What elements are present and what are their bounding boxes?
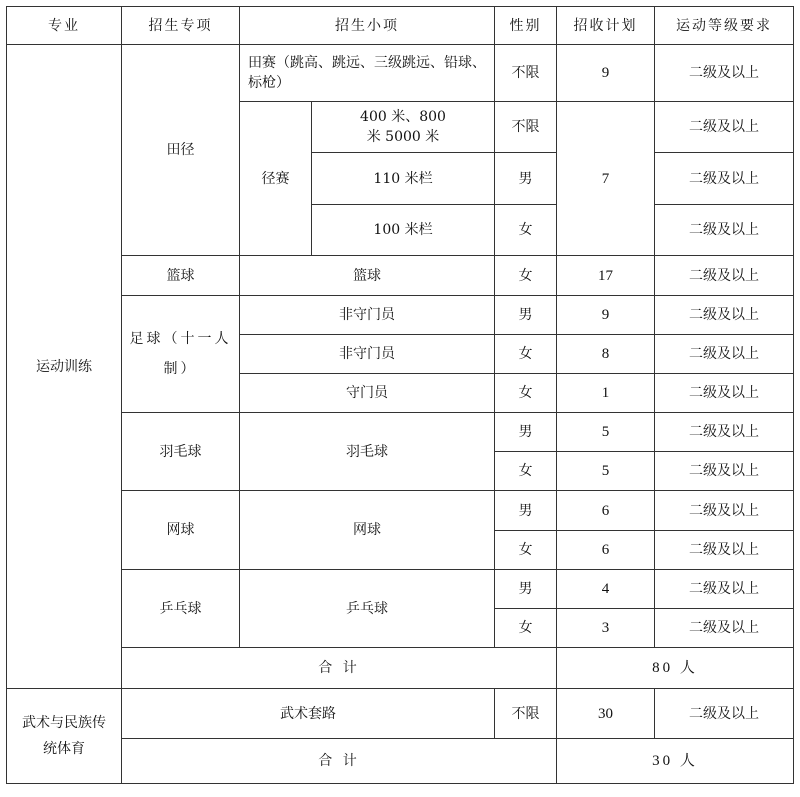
plan-cell: 30 xyxy=(557,689,655,739)
plan-cell: 5 xyxy=(557,413,655,452)
total-label: 合 计 xyxy=(122,648,557,689)
level-cell: 二级及以上 xyxy=(655,413,794,452)
gender-cell: 不限 xyxy=(495,45,557,102)
table-row xyxy=(7,45,794,102)
gender-cell: 不限 xyxy=(495,102,557,153)
plan-cell: 6 xyxy=(557,531,655,570)
level-cell: 二级及以上 xyxy=(655,609,794,648)
item-football: 非守门员 xyxy=(240,296,495,335)
level-cell: 二级及以上 xyxy=(655,452,794,491)
level-cell: 二级及以上 xyxy=(655,102,794,153)
table-row xyxy=(7,491,794,531)
level-cell: 二级及以上 xyxy=(655,491,794,531)
item-badminton: 羽毛球 xyxy=(240,413,495,491)
item-track: 径赛 xyxy=(240,102,312,256)
item-hurdles-110: 110 米栏 xyxy=(312,153,495,205)
plan-cell: 8 xyxy=(557,335,655,374)
plan-cell: 3 xyxy=(557,609,655,648)
gender-cell: 男 xyxy=(495,491,557,531)
major-training: 运动训练 xyxy=(7,45,122,689)
item-wushu: 武术套路 xyxy=(122,689,495,739)
item-hurdles-100: 100 米栏 xyxy=(312,205,495,256)
header-plan: 招收计划 xyxy=(557,7,655,45)
total-value: 80 人 xyxy=(557,648,794,689)
level-cell: 二级及以上 xyxy=(655,374,794,413)
plan-cell: 5 xyxy=(557,452,655,491)
gender-cell: 女 xyxy=(495,335,557,374)
level-cell: 二级及以上 xyxy=(655,205,794,256)
level-cell: 二级及以上 xyxy=(655,45,794,102)
plan-cell: 9 xyxy=(557,296,655,335)
item-track-distance: 400 米、800 米 5000 米 xyxy=(312,102,495,153)
level-cell: 二级及以上 xyxy=(655,153,794,205)
gender-cell: 男 xyxy=(495,413,557,452)
header-row xyxy=(7,7,794,45)
gender-cell: 女 xyxy=(495,531,557,570)
item-field-events: 田赛（跳高、跳远、三级跳远、铅球、标枪） xyxy=(240,45,495,102)
gender-cell: 男 xyxy=(495,296,557,335)
gender-cell: 女 xyxy=(495,205,557,256)
plan-cell: 1 xyxy=(557,374,655,413)
table-row xyxy=(7,570,794,609)
plan-cell: 7 xyxy=(557,102,655,256)
level-cell: 二级及以上 xyxy=(655,689,794,739)
page xyxy=(6,6,794,784)
major-wushu: 武术与民族传统体育 xyxy=(7,689,122,784)
plan-cell: 4 xyxy=(557,570,655,609)
level-cell: 二级及以上 xyxy=(655,256,794,296)
special-basketball: 篮球 xyxy=(122,256,240,296)
plan-cell: 9 xyxy=(557,45,655,102)
gender-cell: 女 xyxy=(495,452,557,491)
total-row xyxy=(7,739,794,784)
header-gender: 性别 xyxy=(495,7,557,45)
gender-cell: 不限 xyxy=(495,689,557,739)
plan-cell: 6 xyxy=(557,491,655,531)
item-tennis: 网球 xyxy=(240,491,495,570)
special-tianjing: 田径 xyxy=(122,45,240,256)
gender-cell: 女 xyxy=(495,374,557,413)
level-cell: 二级及以上 xyxy=(655,570,794,609)
header-item: 招生小项 xyxy=(240,7,495,45)
table-row xyxy=(7,256,794,296)
special-tennis: 网球 xyxy=(122,491,240,570)
total-value: 30 人 xyxy=(557,739,794,784)
header-special: 招生专项 xyxy=(122,7,240,45)
plan-cell: 17 xyxy=(557,256,655,296)
total-row xyxy=(7,648,794,689)
gender-cell: 女 xyxy=(495,609,557,648)
header-major: 专业 xyxy=(7,7,122,45)
special-football: 足球（十一人制） xyxy=(122,296,240,413)
special-pingpong: 乒乓球 xyxy=(122,570,240,648)
level-cell: 二级及以上 xyxy=(655,296,794,335)
gender-cell: 女 xyxy=(495,256,557,296)
header-level: 运动等级要求 xyxy=(655,7,794,45)
table-row xyxy=(7,689,794,739)
level-cell: 二级及以上 xyxy=(655,335,794,374)
item-pingpong: 乒乓球 xyxy=(240,570,495,648)
special-badminton: 羽毛球 xyxy=(122,413,240,491)
gender-cell: 男 xyxy=(495,153,557,205)
level-cell: 二级及以上 xyxy=(655,531,794,570)
item-goalkeeper: 守门员 xyxy=(240,374,495,413)
table-row xyxy=(7,413,794,452)
item-basketball: 篮球 xyxy=(240,256,495,296)
total-label: 合 计 xyxy=(122,739,557,784)
admission-plan-table xyxy=(6,6,794,784)
item-football: 非守门员 xyxy=(240,335,495,374)
gender-cell: 男 xyxy=(495,570,557,609)
table-row xyxy=(7,296,794,335)
